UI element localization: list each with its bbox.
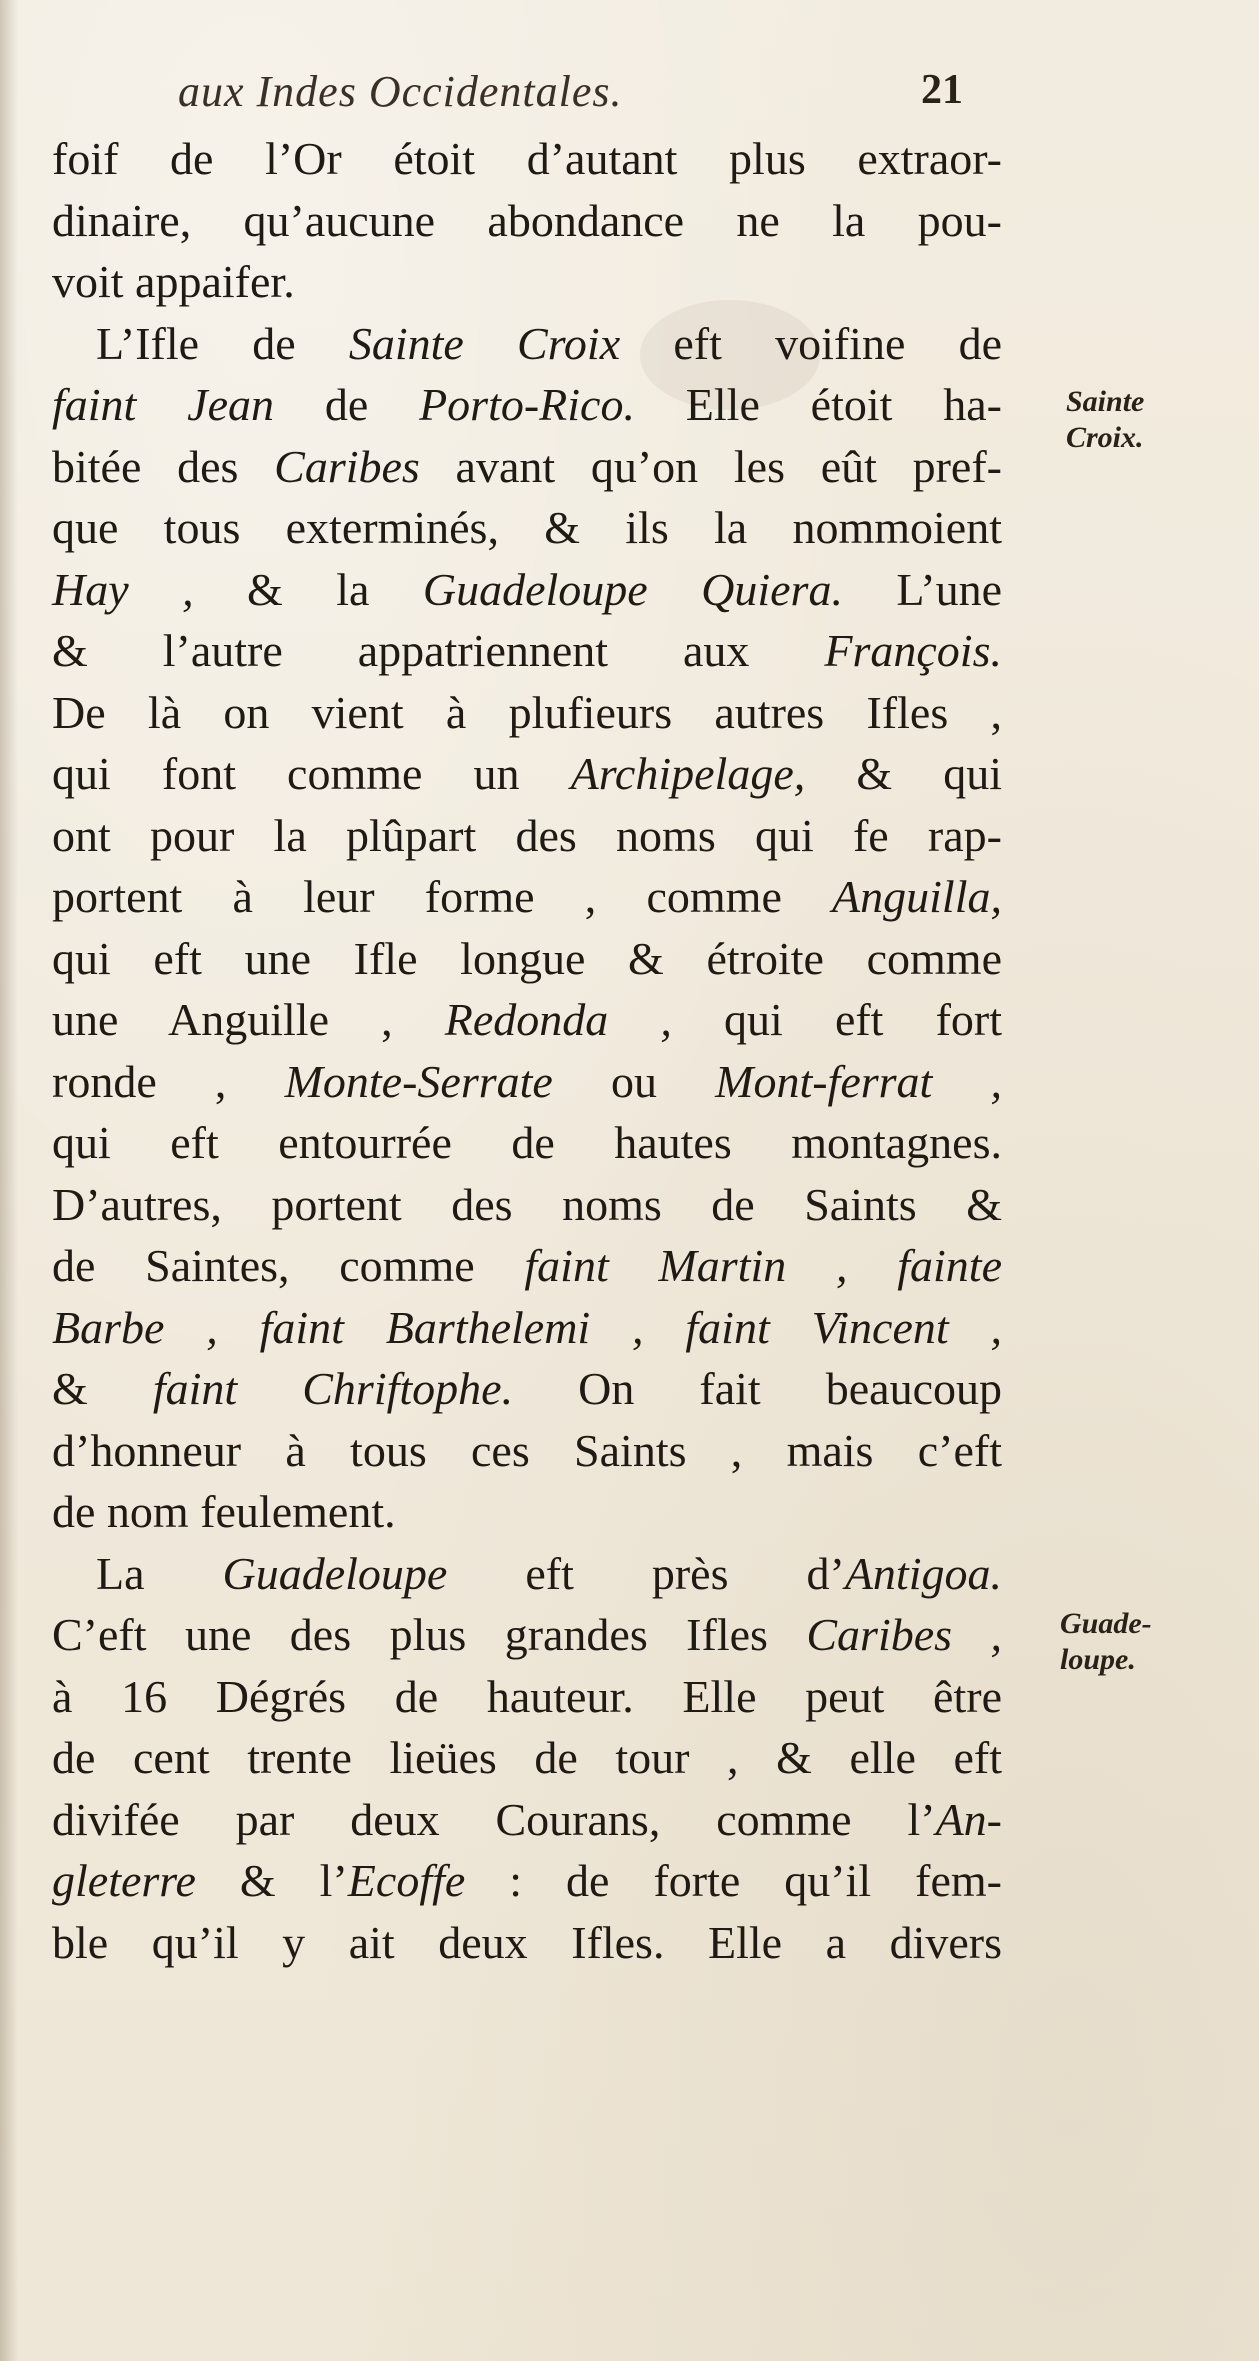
italic-run: faint Chriftophe.	[152, 1363, 514, 1414]
text-run: dinaire, qu’aucune abondance ne la pou-	[52, 194, 1002, 246]
italic-run: Mont-ferrat ,	[715, 1055, 1002, 1107]
text-line	[52, 251, 1002, 313]
italic-run: Monte-Serrate	[284, 1055, 553, 1107]
margin-note-sainte-croix	[1066, 384, 1144, 456]
text-line	[52, 1112, 1002, 1174]
text-run: qui eft fort	[671, 994, 1003, 1045]
italic-run: Sainte Croix	[348, 317, 621, 369]
text-line	[52, 128, 1002, 190]
text-line	[52, 1912, 1002, 1974]
text-line	[52, 1543, 1002, 1605]
text-run: voit appaifer.	[52, 256, 295, 307]
text-line	[52, 1481, 1002, 1543]
italic-run: François.	[824, 625, 1002, 676]
text-run: ble qu’il y ait deux Ifles. Elle a divers	[52, 1916, 1002, 1968]
text-line	[52, 1850, 1002, 1912]
body-text	[52, 128, 1002, 1973]
text-run: de	[274, 379, 420, 430]
text-line	[52, 497, 1002, 559]
text-run: & l’	[195, 1855, 348, 1906]
text-run: L’Ifle de	[96, 317, 349, 369]
italic-run: Guadeloupe Quiera.	[422, 563, 843, 615]
text-run: Elle étoit ha-	[634, 379, 1002, 430]
text-line	[52, 1666, 1002, 1728]
text-line	[52, 682, 1002, 744]
margin-note-line: loupe.	[1060, 1643, 1136, 1676]
text-line	[52, 928, 1002, 990]
italic-run: gleterre	[52, 1855, 196, 1906]
text-line	[52, 436, 1002, 498]
italic-run: Antigoa.	[844, 1547, 1002, 1599]
text-line	[52, 1174, 1002, 1236]
italic-run: Caribes ,	[806, 1609, 1002, 1660]
text-run: bitée des	[52, 440, 275, 492]
text-line	[52, 313, 1002, 375]
running-header	[0, 66, 1259, 126]
text-run: de nom feulement.	[52, 1486, 396, 1537]
text-line	[52, 989, 1002, 1051]
text-run: avant qu’on les eût pref-	[419, 440, 1002, 492]
italic-run: faint Martin , fainte	[524, 1240, 1002, 1291]
margin-note-line: Guade-	[1060, 1607, 1152, 1640]
text-run: foif de l’Or étoit d’autant plus extraor-	[52, 133, 1002, 184]
margin-note-guadeloupe	[1060, 1606, 1152, 1678]
text-run: & qui	[805, 748, 1002, 799]
text-run: D’autres, portent des noms de Saints &	[52, 1178, 1002, 1230]
text-line	[52, 1051, 1002, 1113]
text-run: ronde ,	[52, 1055, 285, 1107]
text-run: & la	[193, 563, 423, 615]
italic-run: Hay ,	[52, 563, 194, 615]
text-run: ont pour la plûpart des noms qui fe rap-	[52, 809, 1002, 861]
text-run: portent à leur forme , comme	[52, 871, 833, 922]
text-run: C’eft une des plus grandes Ifles	[52, 1609, 807, 1660]
text-run: de Saintes, comme	[52, 1240, 525, 1291]
text-line	[52, 1235, 1002, 1297]
text-run: De là on vient à plufieurs autres Ifles ,	[52, 686, 1002, 738]
text-run: L’une	[842, 563, 1002, 615]
italic-run: Caribes	[274, 440, 420, 492]
text-run: de cent trente lieües de tour , & elle eft	[52, 1732, 1002, 1783]
italic-run: An-	[935, 1793, 1002, 1845]
italic-run: Redonda ,	[444, 994, 672, 1045]
text-line	[52, 1604, 1002, 1666]
text-run: & l’autre appatriennent aux	[52, 625, 825, 676]
text-run: que tous exterminés, & ils la nommoient	[52, 502, 1002, 553]
page-number: 21	[921, 67, 963, 113]
italic-run: faint Jean	[52, 379, 274, 430]
text-line	[52, 1297, 1002, 1359]
text-run: : de forte qu’il fem-	[465, 1855, 1002, 1906]
text-line	[52, 1727, 1002, 1789]
text-line	[52, 190, 1002, 252]
text-run: ou	[552, 1055, 716, 1107]
text-run: d’honneur à tous ces Saints , mais c’eft	[52, 1424, 1002, 1476]
margin-note-line: Croix.	[1066, 421, 1144, 454]
text-line	[52, 1789, 1002, 1851]
text-line	[52, 1358, 1002, 1420]
text-run: une Anguille ,	[52, 994, 445, 1045]
binding-gutter-shadow	[0, 0, 18, 2361]
text-line	[52, 374, 1002, 436]
text-run: &	[52, 1363, 153, 1414]
text-run: qui eft une Ifle longue & étroite comme	[52, 932, 1002, 984]
margin-note-line: Sainte	[1066, 385, 1145, 418]
running-title: aux Indes Occidentales.	[178, 67, 623, 116]
text-run: divifée par deux Courans, comme l’	[52, 1793, 936, 1845]
italic-run: Archipelage,	[570, 748, 806, 799]
text-line	[52, 1420, 1002, 1482]
text-run: qui font comme un	[52, 748, 571, 799]
text-line	[52, 866, 1002, 928]
italic-run: Anguilla,	[832, 871, 1002, 922]
italic-run: Porto-Rico.	[419, 379, 635, 430]
italic-run: Guadeloupe	[222, 1547, 448, 1599]
italic-run: Barbe , faint Barthelemi , faint Vincent ,	[52, 1301, 1002, 1353]
text-run: On fait beaucoup	[513, 1363, 1002, 1414]
italic-run: Ecoffe	[347, 1855, 466, 1906]
text-run: à 16 Dégrés de hauteur. Elle peut être	[52, 1670, 1002, 1722]
text-run: eft près d’	[447, 1547, 845, 1599]
text-line	[52, 620, 1002, 682]
text-line	[52, 743, 1002, 805]
text-line	[52, 805, 1002, 867]
text-run: La	[96, 1547, 223, 1599]
text-run: qui eft entourrée de hautes montagnes.	[52, 1117, 1002, 1168]
text-run: eft voifine de	[620, 317, 1002, 369]
text-line	[52, 559, 1002, 621]
